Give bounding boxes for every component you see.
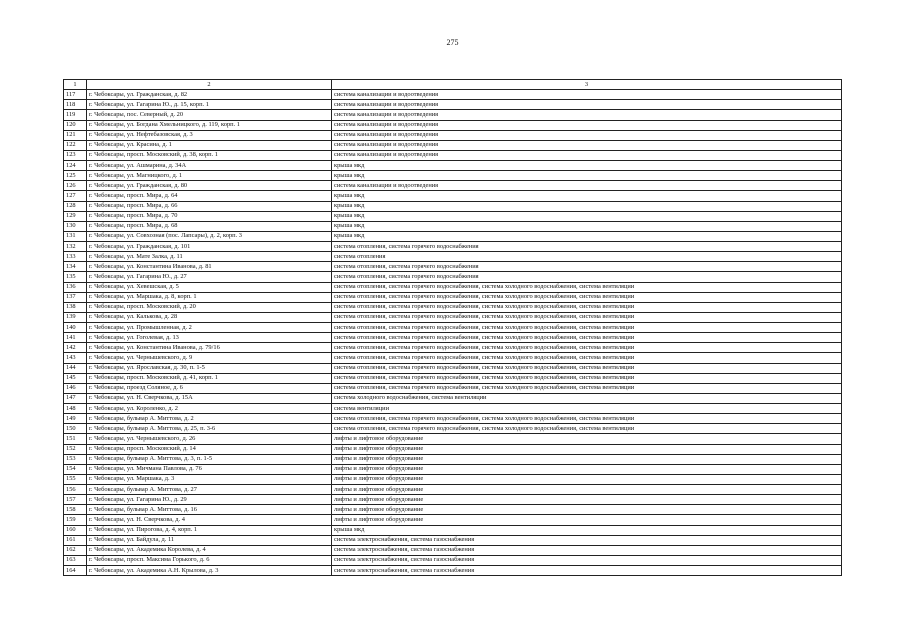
table-row: [64, 90, 842, 100]
document-table-body: [64, 80, 842, 576]
row-address: г. Чебоксары, бульвар А. Миттова, д. 2: [87, 414, 332, 424]
table-row: [64, 555, 842, 565]
table-row: [64, 353, 842, 363]
row-system: крыша мкд: [332, 231, 842, 241]
table-row: [64, 323, 842, 333]
row-address: г. Чебоксары, ул. Гоголевая, д. 13: [87, 333, 332, 343]
row-number: 161: [64, 535, 87, 545]
row-system: система отопления, система горячего водоснабжения, система холодного водоснабжения, система вентиляции: [332, 353, 842, 363]
row-address: г. Чебоксары, ул. Н. Сверчкова, д. 15А: [87, 393, 332, 403]
table-row: [64, 424, 842, 434]
row-number: 125: [64, 171, 87, 181]
table-row: [64, 120, 842, 130]
row-system: система канализации и водоотведения: [332, 140, 842, 150]
table-row: [64, 100, 842, 110]
row-number: 146: [64, 383, 87, 393]
row-address: г. Чебоксары, ул. Калькова, д. 28: [87, 312, 332, 322]
row-number: 164: [64, 566, 87, 576]
table-row: [64, 161, 842, 171]
row-number: 162: [64, 545, 87, 555]
table-row: [64, 474, 842, 484]
table-row: [64, 404, 842, 414]
row-system: лифты и лифтовое оборудование: [332, 515, 842, 525]
row-number: 130: [64, 221, 87, 231]
row-system: крыша мкд: [332, 171, 842, 181]
row-system: система канализации и водоотведения: [332, 150, 842, 160]
row-system: система отопления, система горячего водоснабжения, система холодного водоснабжения, система вентиляции: [332, 414, 842, 424]
row-address: г. Чебоксары, ул. Ярославская, д. 30, п. 1-5: [87, 363, 332, 373]
row-address: г. Чебоксары, бульвар А. Миттова, д. 25, п. 3-6: [87, 424, 332, 434]
row-address: г. Чебоксары, ул. Байдула, д. 11: [87, 535, 332, 545]
table-row: [64, 363, 842, 373]
row-address: г. Чебоксары, ул. Гражданская, д. 101: [87, 242, 332, 252]
row-system: система отопления, система горячего водоснабжения, система холодного водоснабжения, система вентиляции: [332, 343, 842, 353]
row-address: г. Чебоксары, ул. Академика Королева, д. 4: [87, 545, 332, 555]
table-row: [64, 292, 842, 302]
row-address: г. Чебоксары, просп. Максима Горького, д. 6: [87, 555, 332, 565]
table-row: [64, 201, 842, 211]
row-number: 117: [64, 90, 87, 100]
row-system: лифты и лифтовое оборудование: [332, 495, 842, 505]
table-row: [64, 393, 842, 403]
row-number: 119: [64, 110, 87, 120]
row-address: г. Чебоксары, ул. Совхозная (пос. Лапсары), д. 2, корп. 3: [87, 231, 332, 241]
header-cell-system: 3: [332, 80, 842, 90]
row-address: г. Чебоксары, ул. Маршака, д. 8, корп. 1: [87, 292, 332, 302]
row-system: крыша мкд: [332, 221, 842, 231]
row-system: система канализации и водоотведения: [332, 130, 842, 140]
table-row: [64, 434, 842, 444]
row-system: крыша мкд: [332, 525, 842, 535]
row-address: г. Чебоксары, проезд Соляное, д. 6: [87, 383, 332, 393]
row-address: г. Чебоксары, ул. Гражданская, д. 80: [87, 181, 332, 191]
row-number: 139: [64, 312, 87, 322]
row-system: система вентиляции: [332, 404, 842, 414]
row-number: 118: [64, 100, 87, 110]
row-address: г. Чебоксары, ул. Маршака, д. 3: [87, 474, 332, 484]
table-row: [64, 191, 842, 201]
row-number: 135: [64, 272, 87, 282]
row-address: г. Чебоксары, просп. Мира, д. 66: [87, 201, 332, 211]
row-system: лифты и лифтовое оборудование: [332, 474, 842, 484]
table-row: [64, 343, 842, 353]
row-system: лифты и лифтовое оборудование: [332, 505, 842, 515]
row-address: г. Чебоксары, ул. Чернышевского, д. 9: [87, 353, 332, 363]
row-number: 144: [64, 363, 87, 373]
row-address: г. Чебоксары, просп. Мира, д. 68: [87, 221, 332, 231]
row-system: крыша мкд: [332, 201, 842, 211]
row-address: г. Чебоксары, ул. Гагарина Ю., д. 15, корп. 1: [87, 100, 332, 110]
row-number: 153: [64, 454, 87, 464]
row-system: система отопления, система горячего водоснабжения, система холодного водоснабжения, система вентиляции: [332, 292, 842, 302]
row-address: г. Чебоксары, просп. Московский, д. 20: [87, 302, 332, 312]
row-address: г. Чебоксары, ул. Богдана Хмельницкого, д. 119, корп. 1: [87, 120, 332, 130]
table-row: [64, 302, 842, 312]
row-address: г. Чебоксары, ул. Гагарина Ю., д. 27: [87, 272, 332, 282]
table-row: [64, 333, 842, 343]
table-row: [64, 171, 842, 181]
row-number: 152: [64, 444, 87, 454]
row-number: 120: [64, 120, 87, 130]
row-system: система отопления, система горячего водоснабжения: [332, 242, 842, 252]
row-number: 141: [64, 333, 87, 343]
row-system: система канализации и водоотведения: [332, 110, 842, 120]
row-number: 137: [64, 292, 87, 302]
header-cell-number: 1: [64, 80, 87, 90]
row-address: г. Чебоксары, ул. Нефтебазовская, д. 3: [87, 130, 332, 140]
row-system: лифты и лифтовое оборудование: [332, 444, 842, 454]
row-system: система холодного водоснабжения, система вентиляции: [332, 393, 842, 403]
row-number: 123: [64, 150, 87, 160]
row-number: 145: [64, 373, 87, 383]
row-address: г. Чебоксары, пос. Северный, д. 20: [87, 110, 332, 120]
row-number: 127: [64, 191, 87, 201]
table-row: [64, 373, 842, 383]
table-row: [64, 414, 842, 424]
row-number: 126: [64, 181, 87, 191]
row-number: 136: [64, 282, 87, 292]
row-system: система электроснабжения, система газоснабжения: [332, 535, 842, 545]
row-address: г. Чебоксары, ул. Чернышевского, д. 26: [87, 434, 332, 444]
row-number: 159: [64, 515, 87, 525]
table-row: [64, 130, 842, 140]
table-row: [64, 312, 842, 322]
row-address: г. Чебоксары, ул. Гражданская, д. 82: [87, 90, 332, 100]
table-row: [64, 272, 842, 282]
row-system: система отопления, система горячего водоснабжения, система холодного водоснабжения, система вентиляции: [332, 323, 842, 333]
row-system: система отопления, система горячего водоснабжения: [332, 262, 842, 272]
row-system: система отопления, система горячего водоснабжения, система холодного водоснабжения, система вентиляции: [332, 302, 842, 312]
row-number: 151: [64, 434, 87, 444]
row-number: 140: [64, 323, 87, 333]
row-number: 158: [64, 505, 87, 515]
table-row: [64, 262, 842, 272]
row-address: г. Чебоксары, просп. Московский, д. 38, корп. 1: [87, 150, 332, 160]
row-number: 128: [64, 201, 87, 211]
row-number: 133: [64, 252, 87, 262]
row-system: лифты и лифтовое оборудование: [332, 434, 842, 444]
row-number: 150: [64, 424, 87, 434]
row-address: г. Чебоксары, бульвар А. Миттова, д. 27: [87, 485, 332, 495]
row-address: г. Чебоксары, просп. Мира, д. 70: [87, 211, 332, 221]
row-system: система отопления, система горячего водоснабжения, система холодного водоснабжения, система вентиляции: [332, 373, 842, 383]
table-row: [64, 221, 842, 231]
row-address: г. Чебоксары, просп. Московский, д. 41, корп. 1: [87, 373, 332, 383]
table-row: [64, 464, 842, 474]
row-address: г. Чебоксары, ул. Короленко, д. 2: [87, 404, 332, 414]
row-address: г. Чебоксары, ул. Н. Сверчкова, д. 4: [87, 515, 332, 525]
row-number: 157: [64, 495, 87, 505]
table-row: [64, 566, 842, 576]
row-address: г. Чебоксары, бульвар А. Миттова, д. 3, п. 1-5: [87, 454, 332, 464]
row-address: г. Чебоксары, ул. Хевешская, д. 5: [87, 282, 332, 292]
row-number: 142: [64, 343, 87, 353]
table-row: [64, 181, 842, 191]
row-address: г. Чебоксары, ул. Промышленная, д. 2: [87, 323, 332, 333]
row-address: г. Чебоксары, ул. Константина Иванова, д. 81: [87, 262, 332, 272]
table-row: [64, 252, 842, 262]
table-row: [64, 282, 842, 292]
table-row: [64, 535, 842, 545]
row-number: 129: [64, 211, 87, 221]
row-system: система отопления, система горячего водоснабжения, система холодного водоснабжения, система вентиляции: [332, 282, 842, 292]
row-number: 160: [64, 525, 87, 535]
row-system: система канализации и водоотведения: [332, 120, 842, 130]
row-system: система отопления, система горячего водоснабжения, система холодного водоснабжения, система вентиляции: [332, 363, 842, 373]
row-system: система канализации и водоотведения: [332, 90, 842, 100]
row-address: г. Чебоксары, ул. Мате Залка, д. 11: [87, 252, 332, 262]
table-row: [64, 150, 842, 160]
row-number: 131: [64, 231, 87, 241]
table-row: [64, 505, 842, 515]
header-cell-address: 2: [87, 80, 332, 90]
row-system: система электроснабжения, система газоснабжения: [332, 566, 842, 576]
table-row: [64, 140, 842, 150]
table-row: [64, 110, 842, 120]
row-address: г. Чебоксары, ул. Магницкого, д. 1: [87, 171, 332, 181]
row-address: г. Чебоксары, ул. Мичмана Павлова, д. 76: [87, 464, 332, 474]
row-system: система канализации и водоотведения: [332, 100, 842, 110]
row-system: система отопления: [332, 252, 842, 262]
table-row: [64, 525, 842, 535]
row-system: система канализации и водоотведения: [332, 181, 842, 191]
table-row: [64, 211, 842, 221]
row-system: система отопления, система горячего водоснабжения, система холодного водоснабжения, система вентиляции: [332, 383, 842, 393]
row-number: 132: [64, 242, 87, 252]
table-row: [64, 231, 842, 241]
row-address: г. Чебоксары, ул. Ашмарина, д. 34А: [87, 161, 332, 171]
row-system: крыша мкд: [332, 211, 842, 221]
row-system: лифты и лифтовое оборудование: [332, 485, 842, 495]
row-number: 122: [64, 140, 87, 150]
table-row: [64, 515, 842, 525]
table-row: [64, 444, 842, 454]
row-number: 156: [64, 485, 87, 495]
row-address: г. Чебоксары, бульвар А. Миттова, д. 16: [87, 505, 332, 515]
row-address: г. Чебоксары, просп. Московский, д. 14: [87, 444, 332, 454]
row-address: г. Чебоксары, ул. Пирогова, д. 4, корп. 1: [87, 525, 332, 535]
row-number: 163: [64, 555, 87, 565]
row-system: крыша мкд: [332, 161, 842, 171]
document-table: [63, 79, 842, 576]
table-header-row: [64, 80, 842, 90]
row-system: система электроснабжения, система газоснабжения: [332, 555, 842, 565]
row-number: 155: [64, 474, 87, 484]
row-system: система электроснабжения, система газоснабжения: [332, 545, 842, 555]
row-system: крыша мкд: [332, 191, 842, 201]
row-address: г. Чебоксары, просп. Мира, д. 64: [87, 191, 332, 201]
table-row: [64, 454, 842, 464]
row-number: 147: [64, 393, 87, 403]
row-number: 121: [64, 130, 87, 140]
table-row: [64, 495, 842, 505]
table-row: [64, 242, 842, 252]
row-number: 134: [64, 262, 87, 272]
row-number: 143: [64, 353, 87, 363]
row-number: 149: [64, 414, 87, 424]
row-system: система отопления, система горячего водоснабжения, система холодного водоснабжения, система вентиляции: [332, 333, 842, 343]
row-address: г. Чебоксары, ул. Академика А.Н. Крылова, д. 3: [87, 566, 332, 576]
row-number: 148: [64, 404, 87, 414]
row-system: система отопления, система горячего водоснабжения, система холодного водоснабжения, система вентиляции: [332, 424, 842, 434]
table-row: [64, 545, 842, 555]
row-number: 124: [64, 161, 87, 171]
row-address: г. Чебоксары, ул. Константина Иванова, д. 79/16: [87, 343, 332, 353]
row-address: г. Чебоксары, ул. Гагарина Ю., д. 29: [87, 495, 332, 505]
row-system: лифты и лифтовое оборудование: [332, 454, 842, 464]
table-row: [64, 485, 842, 495]
row-system: система отопления, система горячего водоснабжения, система холодного водоснабжения, система вентиляции: [332, 312, 842, 322]
row-address: г. Чебоксары, ул. Красина, д. 1: [87, 140, 332, 150]
row-system: система отопления, система горячего водоснабжения: [332, 272, 842, 282]
row-system: лифты и лифтовое оборудование: [332, 464, 842, 474]
row-number: 138: [64, 302, 87, 312]
row-number: 154: [64, 464, 87, 474]
page-number: 275: [446, 38, 459, 47]
table-row: [64, 383, 842, 393]
